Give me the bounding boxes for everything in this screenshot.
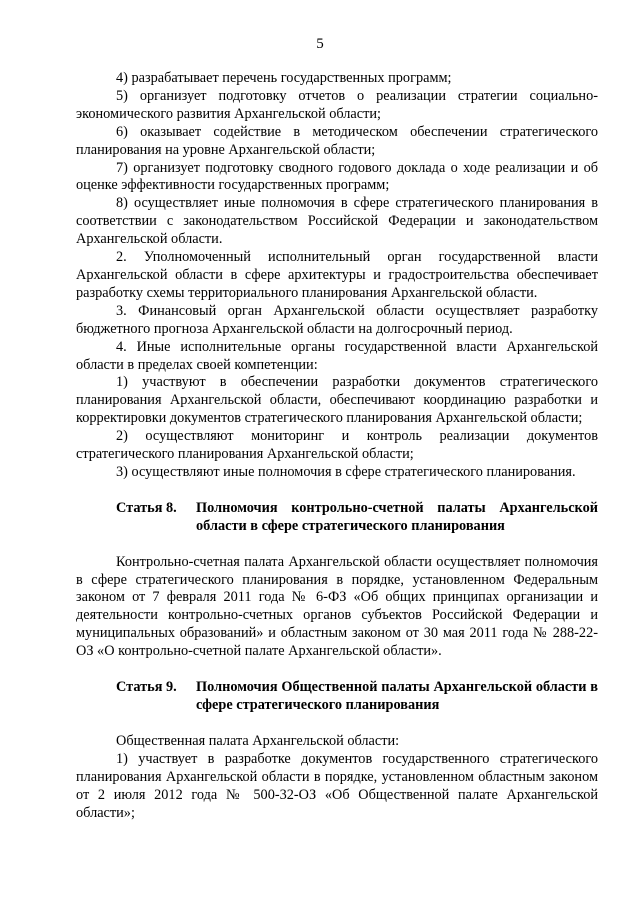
paragraph: 8) осуществляет иные полномочия в сфере стратегического планирования в соответствии с законодательством Российской Федерации и законодательством Архангельской области.	[76, 195, 598, 248]
paragraph: 2. Уполномоченный исполнительный орган государственной власти Архангельской области в сфере архитектуры и градостроительства обеспечивает разработку схемы территориального планирования Архангельской области.	[76, 249, 598, 301]
paragraph: 4. Иные исполнительные органы государственной власти Архангельской области в пределах своей компетенции:	[76, 338, 598, 373]
article-number: Статья 8.	[116, 499, 177, 516]
paragraph: 2) осуществляют мониторинг и контроль реализации документов стратегического планирования Архангельской области;	[76, 428, 598, 463]
paragraph: Контрольно-счетная палата Архангельской области осуществляет полномочия в сфере стратегического планирования в порядке, установленном Федеральным законом от 7 февраля 2011 года № 6-ФЗ «Об общих принципах организации и деятельности контрольно-счетных органов субъектов Российской Федерации и муниципальных образований» и областным законом от 30 мая 2011 года № 288-22-ОЗ «О контрольно-счетной палате Архангельской области».	[76, 553, 598, 660]
paragraph: 7) организует подготовку сводного годового доклада о ходе реализации и об оценке эффективности государственных программ;	[76, 159, 598, 194]
page-number: 5	[316, 36, 324, 52]
paragraph: 1) участвуют в обеспечении разработки документов стратегического планирования Архангельской области, обеспечивают координацию разработки и корректировки документов стратегического планирования Архангельской области;	[76, 374, 598, 427]
paragraph: 3. Финансовый орган Архангельской области осуществляет разработку бюджетного прогноза Архангельской области на долгосрочный период.	[76, 302, 598, 337]
paragraph: 3) осуществляют иные полномочия в сфере стратегического планирования.	[116, 463, 576, 480]
paragraph: 1) участвует в разработке документов государственного стратегического планирования Архангельской области в порядке, установленном областным законом от 2 июля 2012 года № 500-32-ОЗ «Об Общественной палате Архангельской области»;	[76, 750, 598, 821]
paragraph: Общественная палата Архангельской области:	[116, 732, 400, 749]
document-body	[76, 70, 598, 822]
paragraph: 4) разрабатывает перечень государственных программ;	[116, 70, 452, 86]
article-8-heading	[76, 500, 598, 536]
article-title: Полномочия контрольно-счетной палаты Архангельской области в сфере стратегического планирования	[196, 499, 598, 534]
paragraph: 6) оказывает содействие в методическом обеспечении стратегического планирования на уровне Архангельской области;	[76, 123, 598, 158]
paragraph: 5) организует подготовку отчетов о реализации стратегии социально-экономического развития Архангельской области;	[76, 87, 598, 122]
article-title: Полномочия Общественной палаты Архангельской области в сфере стратегического планирования	[196, 679, 598, 713]
article-9-heading	[76, 679, 598, 715]
article-number: Статья 9.	[116, 679, 177, 696]
